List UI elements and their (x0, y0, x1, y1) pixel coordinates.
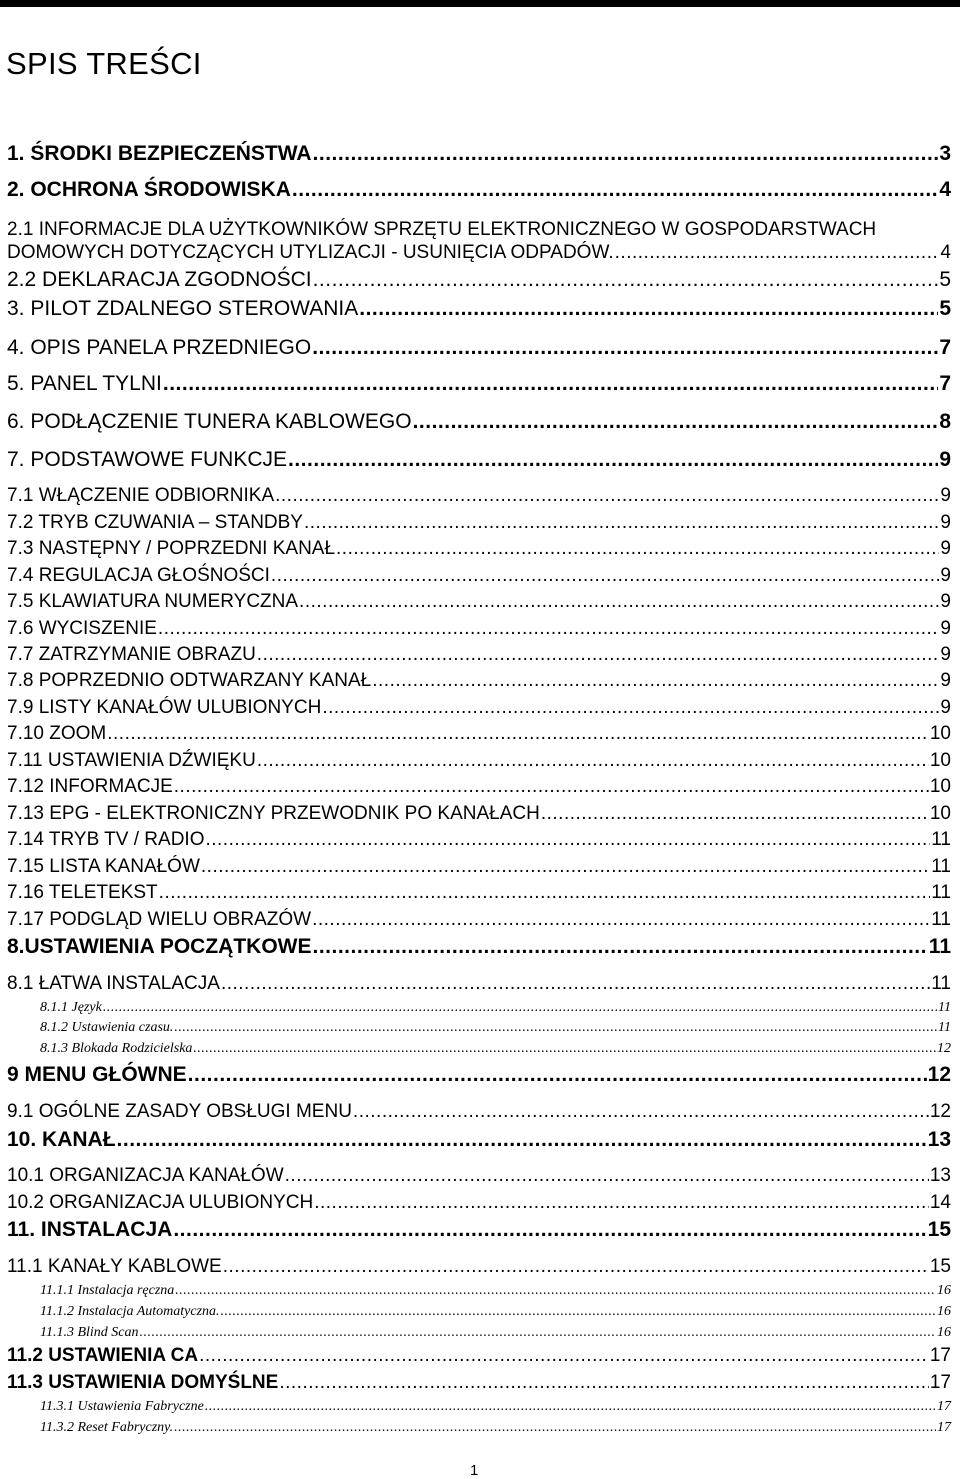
toc-entry[interactable]: 8.1.1 Język ..... 11 (7, 1000, 951, 1016)
toc-entry[interactable]: 8.1.2 Ustawienia czasu. ..... 11 (7, 1020, 951, 1036)
toc-entry[interactable]: 10.2 ORGANIZACJA ULUBIONYCH ..... 14 (7, 1192, 951, 1214)
toc-entry[interactable]: 7.9 LISTY KANAŁÓW ULUBIONYCH ..... 9 (7, 697, 951, 719)
page-number: 1 (470, 1462, 479, 1479)
toc-entry[interactable]: 11.1.1 Instalacja ręczna ..... 16 (7, 1283, 951, 1299)
top-rule (0, 0, 960, 7)
toc-entry[interactable]: 7.8 POPRZEDNIO ODTWARZANY KANAŁ ..... 9 (7, 670, 951, 692)
toc-entry[interactable]: 10.1 ORGANIZACJA KANAŁÓW ..... 13 (7, 1165, 951, 1187)
toc-entry[interactable]: 1. ŚRODKI BEZPIECZEŃSTWA ..... 3 (7, 142, 951, 166)
toc-entry[interactable]: 11.3 USTAWIENIA DOMYŚLNE ..... 17 (7, 1372, 951, 1394)
toc-entry[interactable]: 4. OPIS PANELA PRZEDNIEGO ..... 7 (7, 336, 951, 360)
toc-entry[interactable]: 8.1.3 Blokada Rodzicielska ..... 12 (7, 1041, 951, 1057)
toc-entry[interactable]: 11.3.2 Reset Fabryczny. ..... 17 (7, 1420, 951, 1436)
page-title: SPIS TREŚCI (6, 46, 202, 81)
toc-entry[interactable]: 7.15 LISTA KANAŁÓW ..... 11 (7, 856, 951, 878)
toc-entry[interactable]: 8.1 ŁATWA INSTALACJA ..... 11 (7, 973, 951, 995)
toc-entry[interactable]: 7.16 TELETEKST ..... 11 (7, 882, 951, 904)
toc-entry[interactable]: 7.7 ZATRZYMANIE OBRAZU ..... 9 (7, 644, 951, 666)
toc-entry[interactable]: 7.6 WYCISZENIE ..... 9 (7, 618, 951, 640)
toc-entry[interactable]: 9.1 OGÓLNE ZASADY OBSŁUGI MENU ..... 12 (7, 1101, 951, 1123)
toc-entry[interactable]: 11. INSTALACJA ..... 15 (7, 1218, 951, 1242)
toc-entry[interactable]: 6. PODŁĄCZENIE TUNERA KABLOWEGO ..... 8 (7, 410, 951, 434)
toc-entry[interactable]: 2. OCHRONA ŚRODOWISKA ..... 4 (7, 178, 951, 202)
toc-entry[interactable]: 7.12 INFORMACJE ..... 10 (7, 776, 951, 798)
toc-entry[interactable]: DOMOWYCH DOTYCZĄCYCH UTYLIZACJI - USUNIĘCIA ODPADÓW. ..... 4 (7, 242, 951, 264)
toc-entry[interactable]: 11.1.2 Instalacja Automatyczna. ..... 16 (7, 1304, 951, 1320)
toc-entry[interactable]: 7.2 TRYB CZUWANIA – STANDBY ..... 9 (7, 512, 951, 534)
toc-entry[interactable]: 7.13 EPG - ELEKTRONICZNY PRZEWODNIK PO KANAŁACH ..... 10 (7, 803, 951, 825)
toc-entry[interactable]: 11.1 KANAŁY KABLOWE ..... 15 (7, 1256, 951, 1278)
toc-entry[interactable]: 7.3 NASTĘPNY / POPRZEDNI KANAŁ ..... 9 (7, 538, 951, 560)
toc-entry[interactable]: 10. KANAŁ ..... 13 (7, 1128, 951, 1152)
toc-entry[interactable]: 9 MENU GŁÓWNE ..... 12 (7, 1063, 951, 1087)
toc-entry[interactable]: 11.3.1 Ustawienia Fabryczne ..... 17 (7, 1399, 951, 1415)
toc-entry[interactable]: 7.5 KLAWIATURA NUMERYCZNA ..... 9 (7, 591, 951, 613)
toc-entry[interactable]: 11.1.3 Blind Scan ..... 16 (7, 1325, 951, 1341)
toc-entry[interactable]: 8.USTAWIENIA POCZĄTKOWE ..... 11 (7, 935, 951, 959)
toc-entry[interactable]: 7.17 PODGLĄD WIELU OBRAZÓW ..... 11 (7, 909, 951, 931)
toc-entry[interactable]: 7.11 USTAWIENIA DŹWIĘKU ..... 10 (7, 750, 951, 772)
toc-entry[interactable]: 11.2 USTAWIENIA CA ..... 17 (7, 1345, 951, 1367)
toc-entry-wrapped-line[interactable]: 2.1 INFORMACJE DLA UŻYTKOWNIKÓW SPRZĘTU ELEKTRONICZNEGO W GOSPODARSTWACH (7, 219, 877, 240)
toc-entry[interactable]: 7.4 REGULACJA GŁOŚNOŚCI ..... 9 (7, 565, 951, 587)
toc-entry[interactable]: 7.10 ZOOM ..... 10 (7, 723, 951, 745)
toc-entry[interactable]: 3. PILOT ZDALNEGO STEROWANIA ..... 5 (7, 297, 951, 321)
toc-entry[interactable]: 7.14 TRYB TV / RADIO ..... 11 (7, 829, 951, 851)
toc-entry[interactable]: 2.2 DEKLARACJA ZGODNOŚCI ..... 5 (7, 268, 951, 292)
toc-entry[interactable]: 7.1 WŁĄCZENIE ODBIORNIKA ..... 9 (7, 485, 951, 507)
toc-entry[interactable]: 7. PODSTAWOWE FUNKCJE ..... 9 (7, 448, 951, 472)
toc-entry[interactable]: 5. PANEL TYLNI ..... 7 (7, 372, 951, 396)
